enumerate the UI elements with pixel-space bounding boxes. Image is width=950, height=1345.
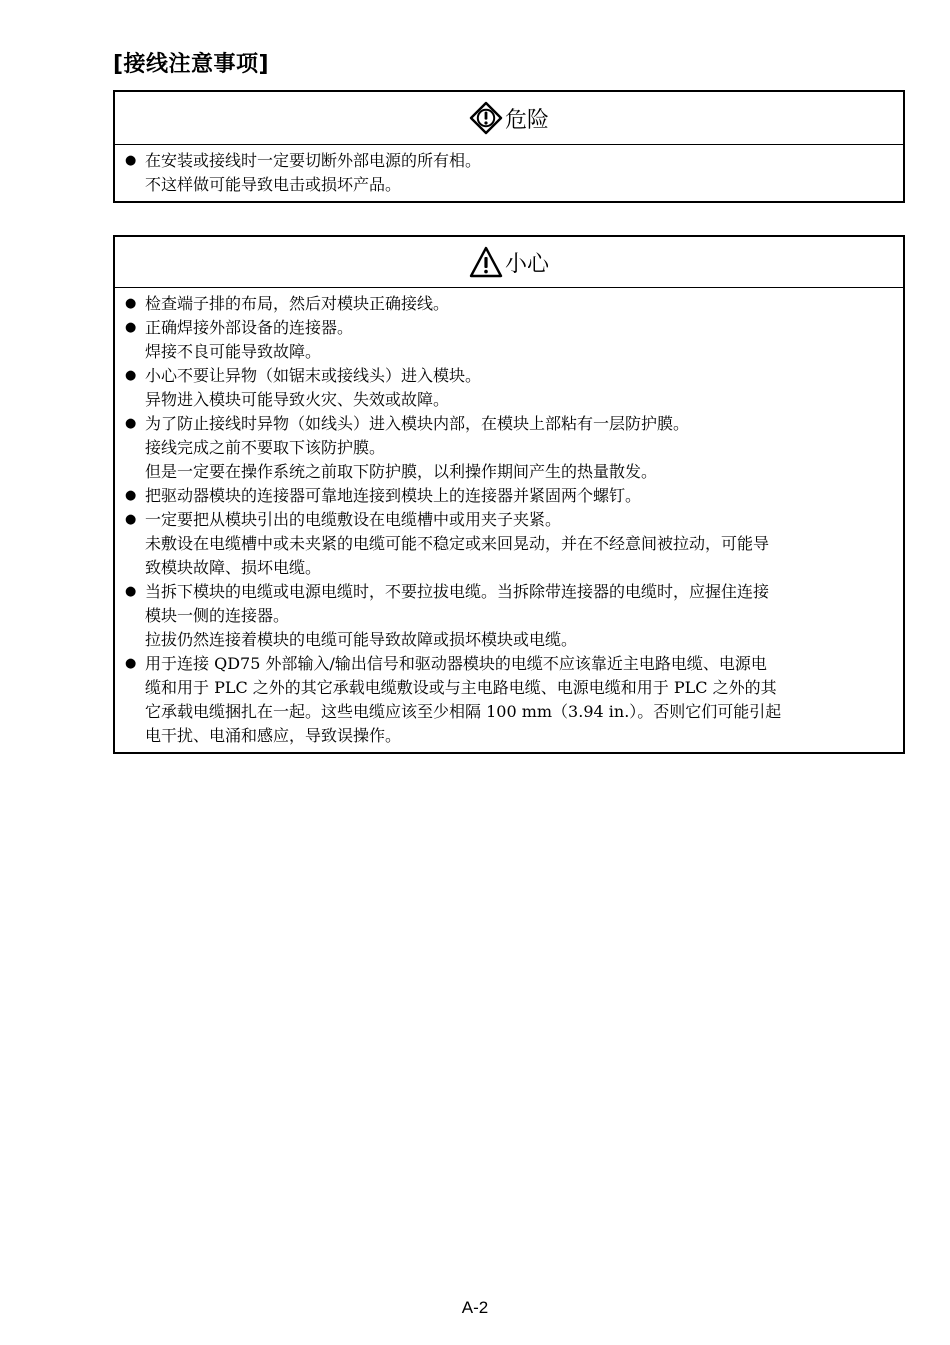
caution-title: 小心 <box>504 251 549 277</box>
caution-item-line: 缆和用于 PLC 之外的其它承载电缆敷设或与主电路电缆、电源电缆和用于 PLC 之外的其 <box>145 678 777 697</box>
caution-item <box>125 508 895 580</box>
caution-item-line: 用于连接 QD75 外部输入/输出信号和驱动器模块的电缆不应该靠近主电路电缆、电源电 <box>145 654 767 673</box>
caution-item-line: 但是一定要在操作系统之前取下防护膜，以利操作期间产生的热量散发。 <box>145 462 658 481</box>
caution-item <box>125 652 895 748</box>
caution-item <box>125 316 895 364</box>
caution-item <box>125 484 895 508</box>
caution-item-line: 模块一侧的连接器。 <box>145 606 290 625</box>
caution-item <box>125 292 895 316</box>
caution-item <box>125 580 895 652</box>
bullet: ● <box>125 296 137 311</box>
caution-box <box>113 235 905 754</box>
danger-box <box>113 90 905 203</box>
caution-item-line: 电干扰、电涌和感应，导致误操作。 <box>145 726 402 745</box>
bullet: ● <box>125 416 137 431</box>
danger-body <box>115 145 903 201</box>
bullet: ● <box>125 153 137 168</box>
bullet: ● <box>125 368 137 383</box>
caution-item-line: 致模块故障、损坏电缆。 <box>145 558 322 577</box>
caution-item-line: 它承载电缆捆扎在一起。这些电缆应该至少相隔 100 mm（3.94 in.）。否则它们可能引起 <box>145 702 782 721</box>
caution-item-line: 异物进入模块可能导致火灾、失效或故障。 <box>145 390 450 409</box>
danger-title: 危险 <box>504 107 549 133</box>
danger-item <box>125 149 895 197</box>
caution-item-line: 正确焊接外部设备的连接器。 <box>145 318 354 337</box>
bullet: ● <box>125 488 137 503</box>
caution-header <box>115 237 903 288</box>
caution-item-line: 检查端子排的布局，然后对模块正确接线。 <box>145 294 450 313</box>
caution-item-line: 未敷设在电缆槽中或未夹紧的电缆可能不稳定或来回晃动，并在不经意间被拉动，可能导 <box>145 534 770 553</box>
bullet: ● <box>125 320 137 335</box>
caution-item-line: 小心不要让异物（如锯末或接线头）进入模块。 <box>145 366 482 385</box>
bullet: ● <box>125 656 137 671</box>
caution-item-line: 焊接不良可能导致故障。 <box>145 342 322 361</box>
caution-item-line: 拉拔仍然连接着模块的电缆可能导致故障或损坏模块或电缆。 <box>145 630 578 649</box>
warning-triangle-icon <box>469 245 503 279</box>
caution-item-line: 当拆下模块的电缆或电源电缆时，不要拉拔电缆。当拆除带连接器的电缆时，应握住连接 <box>145 582 770 601</box>
danger-item-line: 不这样做可能导致电击或损坏产品。 <box>145 175 402 194</box>
section-title: [接线注意事项] <box>113 52 270 77</box>
caution-item-line: 为了防止接线时异物（如线头）进入模块内部，在模块上部粘有一层防护膜。 <box>145 414 690 433</box>
exclamation-diamond-icon <box>469 101 503 135</box>
caution-item-line: 接线完成之前不要取下该防护膜。 <box>145 438 386 457</box>
caution-item <box>125 364 895 412</box>
bullet: ● <box>125 584 137 599</box>
caution-item-line: 把驱动器模块的连接器可靠地连接到模块上的连接器并紧固两个螺钉。 <box>145 486 642 505</box>
page-number: A-2 <box>461 1298 489 1317</box>
danger-header <box>115 92 903 145</box>
caution-item <box>125 412 895 484</box>
danger-item-line: 在安装或接线时一定要切断外部电源的所有相。 <box>145 151 482 170</box>
caution-body <box>115 288 903 752</box>
bullet: ● <box>125 512 137 527</box>
caution-item-line: 一定要把从模块引出的电缆敷设在电缆槽中或用夹子夹紧。 <box>145 510 562 529</box>
